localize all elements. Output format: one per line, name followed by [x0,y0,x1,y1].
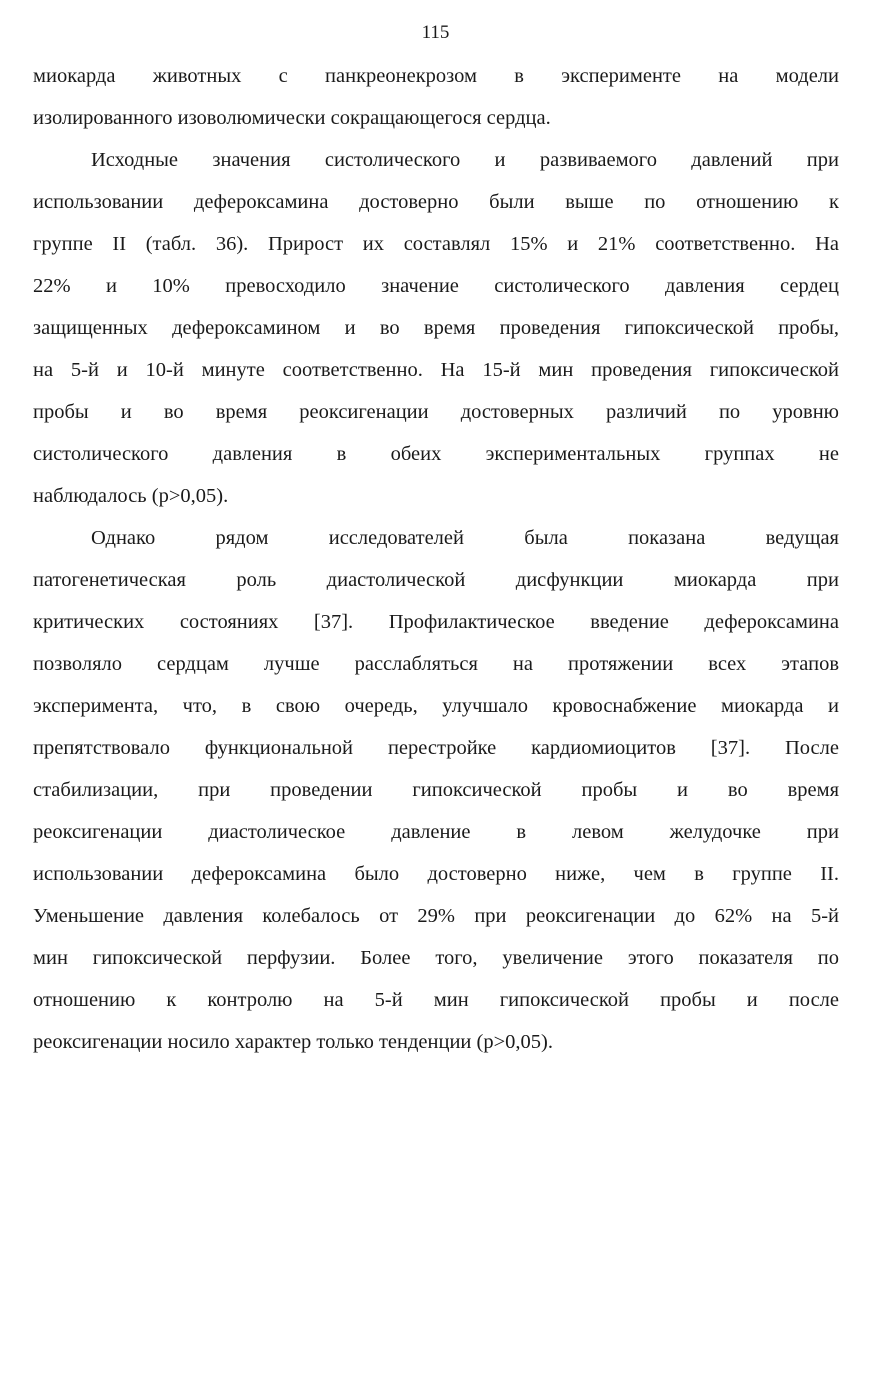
text-line: реоксигенации диастолическое давление в левом желудочке при [33,821,839,843]
text-line: миокарда животных с панкреонекрозом в эксперименте на модели [33,65,839,87]
text-line: критических состояниях [37]. Профилактическое введение дефероксамина [33,611,839,633]
text-line: использовании дефероксамина было достоверно ниже, чем в группе II. [33,863,839,885]
text-line: изолированного изоволюмически сокращающегося сердца. [33,107,551,129]
text-line: позволяло сердцам лучше расслабляться на протяжении всех этапов [33,653,839,675]
text-line: препятствовало функциональной перестройке кардиомиоцитов [37]. После [33,737,839,759]
text-line: реоксигенации носило характер только тенденции (p>0,05). [33,1031,553,1053]
text-line: Однако рядом исследователей была показана ведущая [91,527,839,549]
text-line: Исходные значения систолического и развиваемого давлений при [91,149,839,171]
text-line: группе II (табл. 36). Прирост их составлял 15% и 21% соответственно. На [33,233,839,255]
text-line: стабилизации, при проведении гипоксической пробы и во время [33,779,839,801]
text-line: защищенных дефероксамином и во время проведения гипоксической пробы, [33,317,839,339]
page-number: 115 [421,22,450,43]
text-line: патогенетическая роль диастолической дисфункции миокарда при [33,569,839,591]
text-line: на 5-й и 10-й минуте соответственно. На 15-й мин проведения гипоксической [33,359,839,381]
text-line: 22% и 10% превосходило значение систолического давления сердец [33,275,839,297]
text-line: использовании дефероксамина достоверно были выше по отношению к [33,191,839,213]
text-line: систолического давления в обеих экспериментальных группах не [33,443,839,465]
body-text [33,55,839,1063]
text-line: эксперимента, что, в свою очередь, улучшало кровоснабжение миокарда и [33,695,839,717]
text-line: отношению к контролю на 5-й мин гипоксической пробы и после [33,989,839,1011]
text-line: пробы и во время реоксигенации достоверных различий по уровню [33,401,839,423]
text-line: наблюдалось (p>0,05). [33,485,229,507]
text-line: Уменьшение давления колебалось от 29% при реоксигенации до 62% на 5-й [33,905,839,927]
text-line: мин гипоксической перфузии. Более того, увеличение этого показателя по [33,947,839,969]
